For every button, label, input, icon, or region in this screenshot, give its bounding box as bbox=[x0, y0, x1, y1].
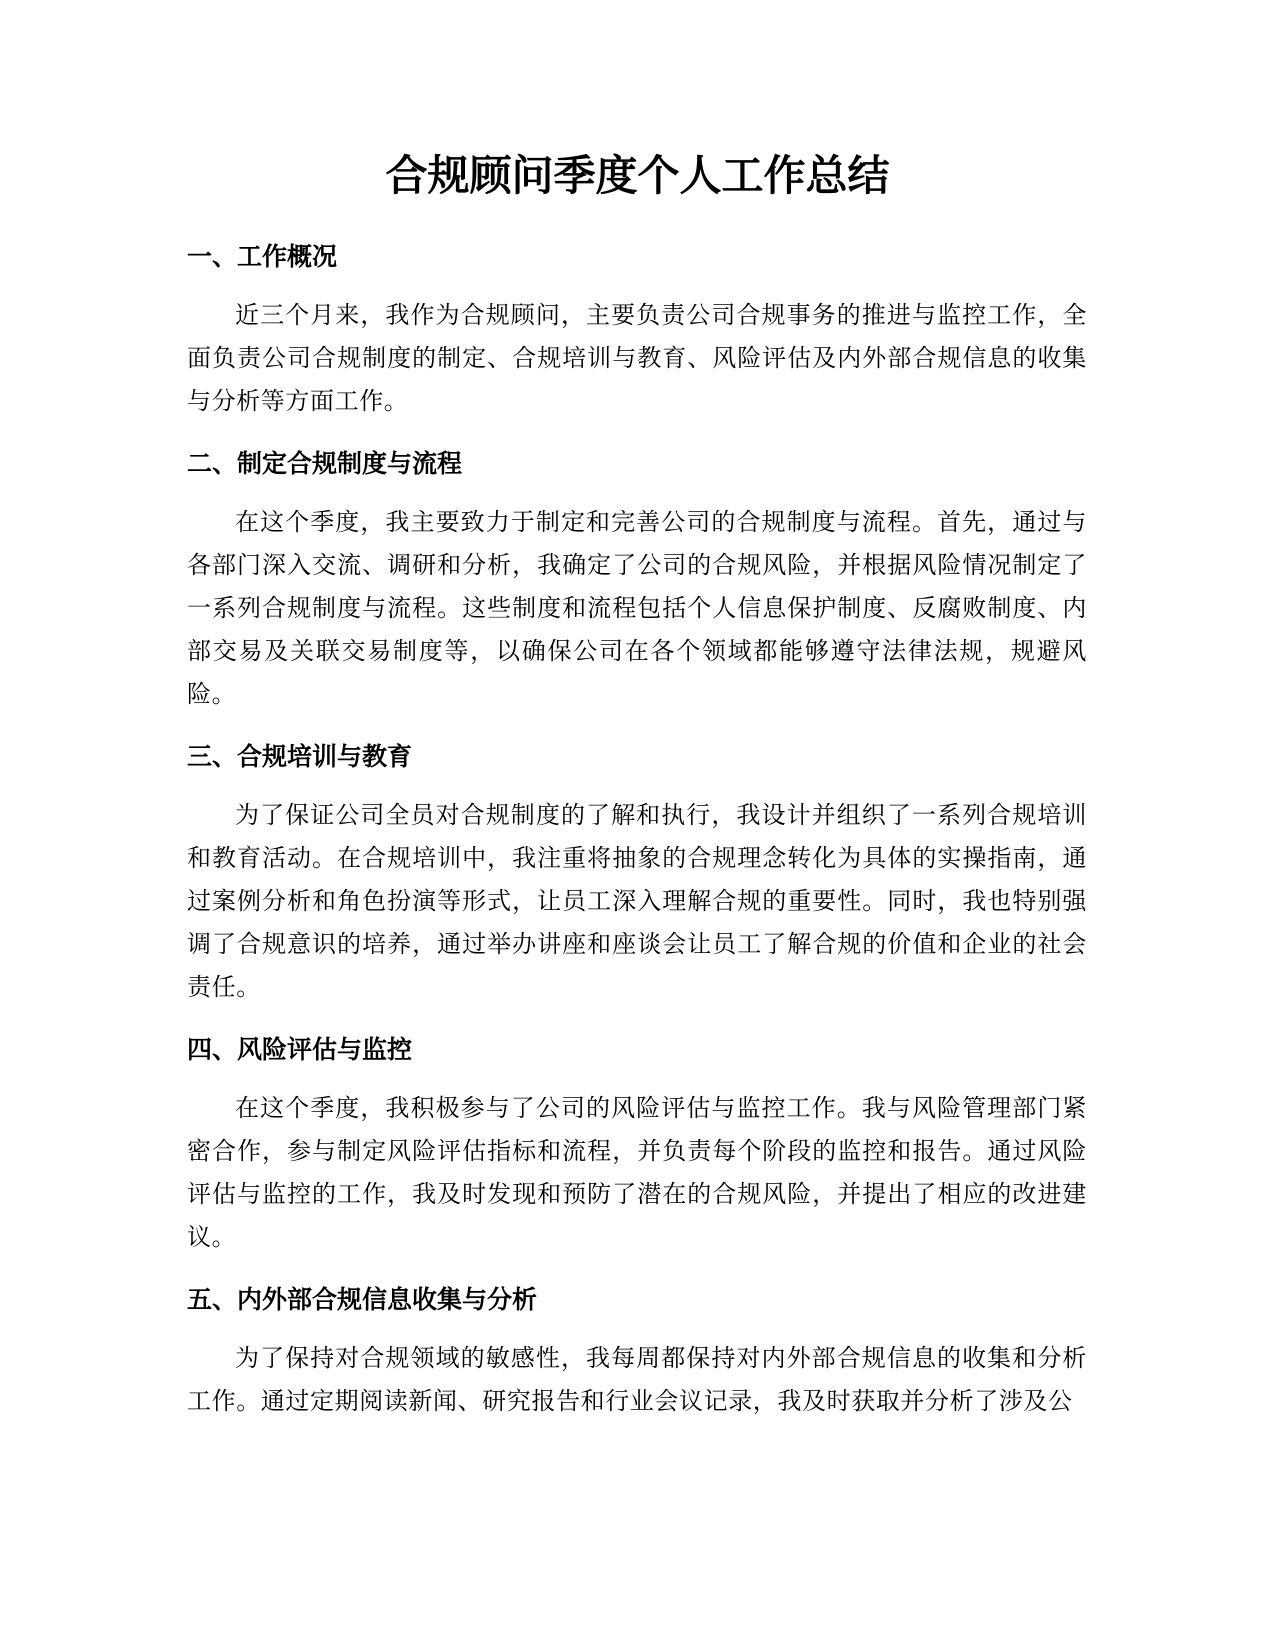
document-body bbox=[187, 240, 1087, 1447]
section-paragraph: 在这个季度，我积极参与了公司的风险评估与监控工作。我与风险管理部门紧密合作，参与制定风险评估指标和流程，并负责每个阶段的监控和报告。通过风险评估与监控的工作，我及时发现和预防了潜在的合规风险，并提出了相应的改进建议。 bbox=[187, 1094, 1087, 1251]
section-compliance-rules bbox=[187, 447, 1087, 716]
section-heading: 三、合规培训与教育 bbox=[187, 742, 413, 771]
section-work-overview bbox=[187, 240, 1087, 423]
section-paragraph: 为了保持对合规领域的敏感性，我每周都保持对内外部合规信息的收集和分析工作。通过定期阅读新闻、研究报告和行业会议记录，我及时获取并分析了涉及公 bbox=[187, 1344, 1087, 1415]
section-heading: 四、风险评估与监控 bbox=[187, 1035, 413, 1064]
section-heading: 二、制定合规制度与流程 bbox=[187, 449, 463, 478]
section-heading: 五、内外部合规信息收集与分析 bbox=[187, 1285, 538, 1314]
section-risk-assessment bbox=[187, 1033, 1087, 1259]
document-title: 合规顾问季度个人工作总结 bbox=[385, 151, 890, 200]
section-information-analysis bbox=[187, 1283, 1087, 1423]
section-paragraph: 近三个月来，我作为合规顾问，主要负责公司合规事务的推进与监控工作，全面负责公司合规制度的制定、合规培训与教育、风险评估及内外部合规信息的收集与分析等方面工作。 bbox=[187, 301, 1087, 415]
section-compliance-training bbox=[187, 740, 1087, 1009]
section-heading: 一、工作概况 bbox=[187, 242, 338, 271]
section-paragraph: 为了保证公司全员对合规制度的了解和执行，我设计并组织了一系列合规培训和教育活动。在合规培训中，我注重将抽象的合规理念转化为具体的实操指南，通过案例分析和角色扮演等形式，让员工深入理解合规的重要性。同时，我也特别强调了合规意识的培养，通过举办讲座和座谈会让员工了解合规的价值和企业的社会责任。 bbox=[187, 801, 1087, 1001]
section-paragraph: 在这个季度，我主要致力于制定和完善公司的合规制度与流程。首先，通过与各部门深入交流、调研和分析，我确定了公司的合规风险，并根据风险情况制定了一系列合规制度与流程。这些制度和流程包括个人信息保护制度、反腐败制度、内部交易及关联交易制度等，以确保公司在各个领域都能够遵守法律法规，规避风险。 bbox=[187, 508, 1087, 708]
